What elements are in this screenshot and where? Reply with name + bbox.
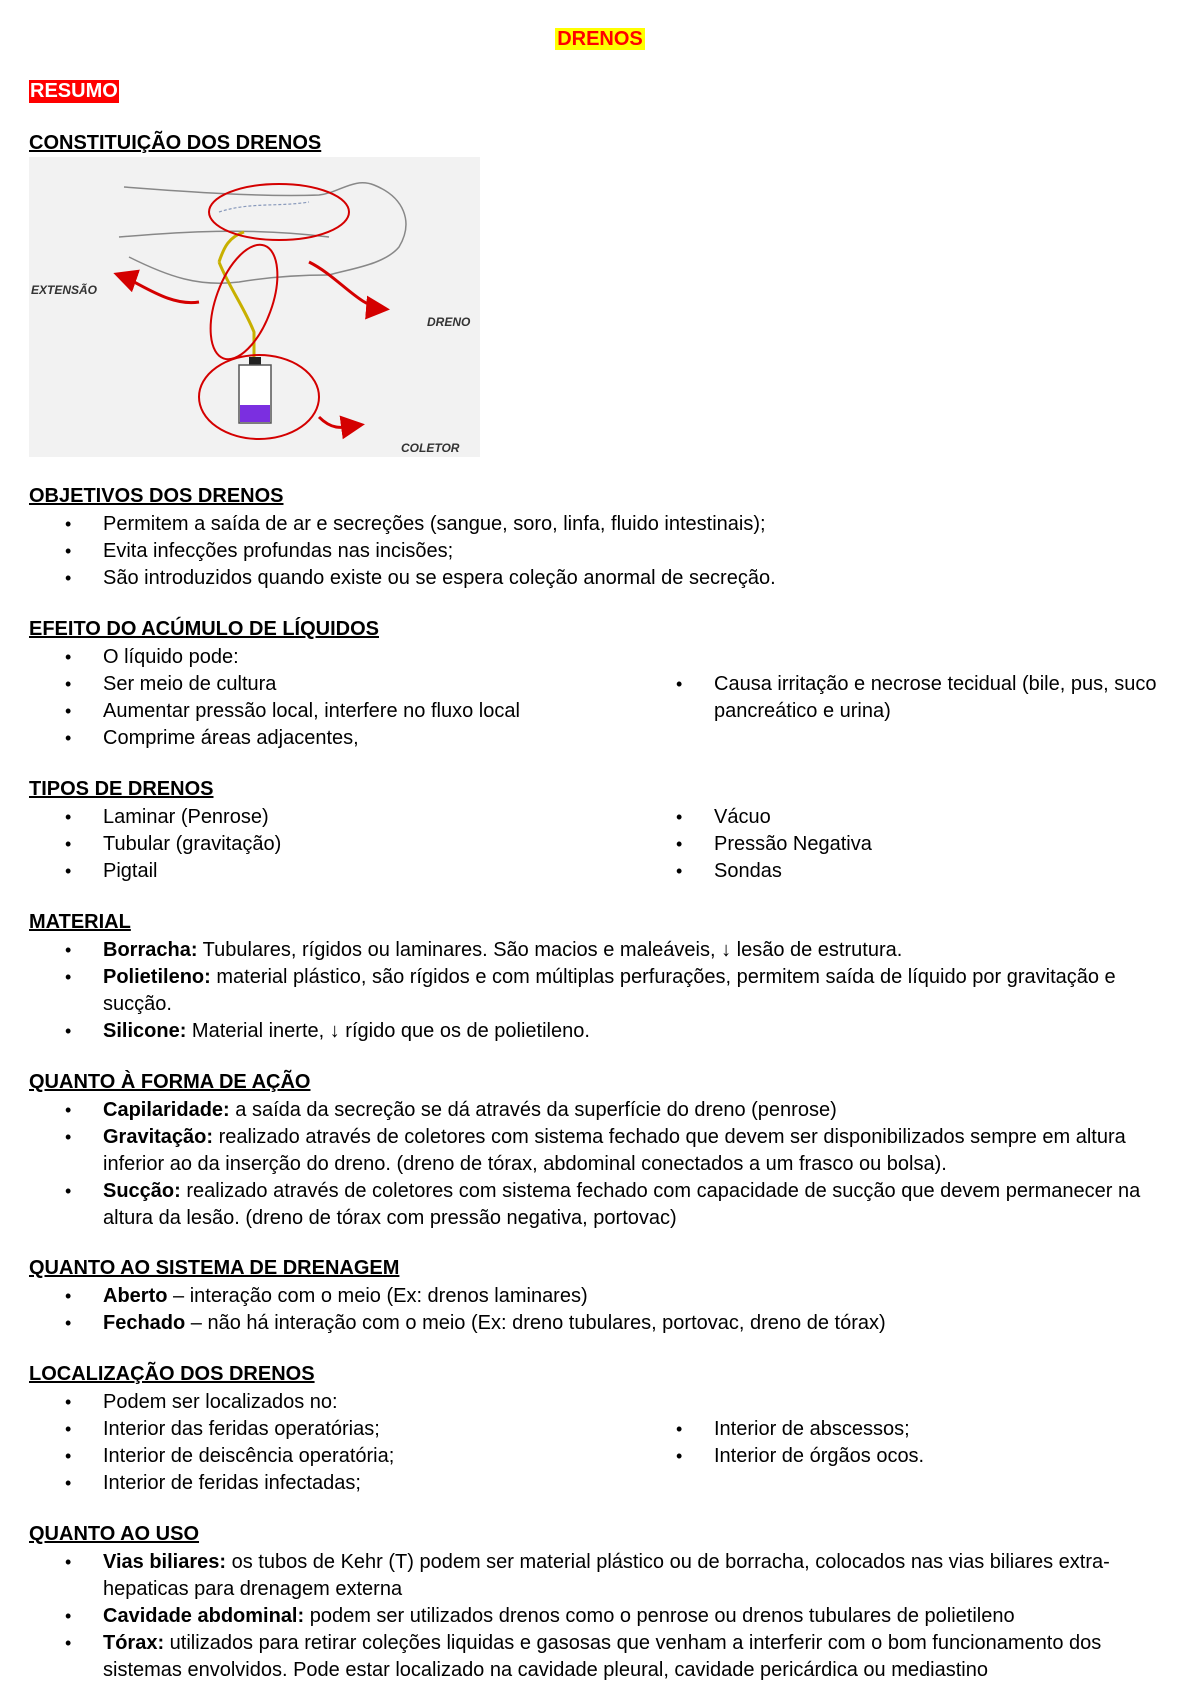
list-item-term: Aberto bbox=[103, 1285, 168, 1307]
list-item: • Interior das feridas operatórias; bbox=[103, 1416, 380, 1443]
figure-label-extensao: EXTENSÃO bbox=[31, 283, 98, 297]
list-item: • Interior de deiscência operatória; bbox=[103, 1443, 394, 1470]
heading-tipos: TIPOS DE DRENOS bbox=[29, 778, 214, 800]
list-item-term: Vias biliares: bbox=[103, 1551, 227, 1573]
figure-label-coletor: COLETOR bbox=[401, 441, 460, 455]
list-item: • Vácuo bbox=[714, 804, 771, 831]
list-item-text: – interação com o meio (Ex: drenos laminares) bbox=[167, 1285, 588, 1307]
list-item bbox=[103, 1603, 1178, 1630]
list-item-term: Cavidade abdominal: bbox=[103, 1605, 305, 1627]
list-item-term: Capilaridade: bbox=[103, 1099, 230, 1121]
list-item bbox=[103, 1124, 1178, 1178]
heading-forma-acao: QUANTO À FORMA DE AÇÃO bbox=[29, 1071, 311, 1093]
list-item-text: Tubulares, rígidos ou laminares. São macios e maleáveis, ↓ lesão de estrutura. bbox=[197, 939, 903, 961]
list-item-text: – não há interação com o meio (Ex: dreno tubulares, portovac, dreno de tórax) bbox=[185, 1312, 886, 1334]
heading-objetivos: OBJETIVOS DOS DRENOS bbox=[29, 485, 284, 507]
list-item: • Pressão Negativa bbox=[714, 831, 872, 858]
list-item-text: podem ser utilizados drenos como o penrose ou drenos tubulares de polietileno bbox=[304, 1605, 1015, 1627]
list-item: • Pigtail bbox=[103, 858, 157, 885]
heading-material: MATERIAL bbox=[29, 911, 131, 933]
list-item bbox=[103, 1097, 1178, 1124]
list-item: • Laminar (Penrose) bbox=[103, 804, 269, 831]
list-item bbox=[103, 937, 1178, 964]
list-item: • Evita infecções profundas nas incisões; bbox=[103, 538, 453, 565]
list-item-text: material plástico, são rígidos e com múltiplas perfurações, permitem saída de líquido por gravitação e sucção. bbox=[103, 966, 1116, 1015]
list-item-term: Borracha: bbox=[103, 939, 198, 961]
list-item-text: a saída da secreção se dá através da superfície do dreno (penrose) bbox=[229, 1099, 837, 1121]
list-item bbox=[103, 1310, 886, 1337]
list-item: • Interior de órgãos ocos. bbox=[714, 1443, 924, 1470]
list-item-term: Gravitação: bbox=[103, 1126, 214, 1148]
list-item-text: Material inerte, ↓ rígido que os de polietileno. bbox=[186, 1020, 590, 1042]
list-item bbox=[103, 1630, 1178, 1684]
list-item: • Interior de abscessos; bbox=[714, 1416, 910, 1443]
list-item-term: Sucção: bbox=[103, 1180, 181, 1202]
list-item: • Permitem a saída de ar e secreções (sangue, soro, linfa, fluido intestinais); bbox=[103, 511, 766, 538]
list-item: • Sondas bbox=[714, 858, 782, 885]
list-item: • Tubular (gravitação) bbox=[103, 831, 281, 858]
list-item-text: utilizados para retirar coleções liquidas e gasosas que venham a interferir com o bom funcionamento dos sistemas envolvidos. Pode estar localizado na cavidade pleural, cavidade pericárdica ou mediastino bbox=[103, 1632, 1102, 1681]
list-item-text: realizado através de coletores com sistema fechado que devem ser disponibilizados sempre em altura inferior ao da inserção do dreno. (dreno de tórax, abdominal conectados a um frasco ou bolsa). bbox=[103, 1126, 1126, 1175]
list-item bbox=[103, 1549, 1178, 1603]
figure-label-dreno: DRENO bbox=[427, 315, 471, 329]
list-item-text: realizado através de coletores com sistema fechado com capacidade de sucção que devem permanecer na altura da lesão. (dreno de tórax com pressão negativa, portovac) bbox=[103, 1180, 1141, 1229]
list-item: • São introduzidos quando existe ou se espera coleção anormal de secreção. bbox=[103, 565, 776, 592]
list-item: • O líquido pode: bbox=[103, 644, 239, 671]
list-item: • Comprime áreas adjacentes, bbox=[103, 725, 359, 752]
list-item bbox=[103, 964, 1178, 1018]
heading-efeito: EFEITO DO ACÚMULO DE LÍQUIDOS bbox=[29, 618, 380, 640]
list-item bbox=[103, 1018, 1178, 1045]
summary-tag: RESUMO bbox=[30, 80, 118, 102]
heading-localizacao: LOCALIZAÇÃO DOS DRENOS bbox=[29, 1363, 315, 1385]
list-item: • Causa irritação e necrose tecidual (bile, pus, suco pancreático e urina) bbox=[714, 671, 1174, 725]
list-item bbox=[103, 1178, 1178, 1232]
list-item-term: Polietileno: bbox=[103, 966, 211, 988]
list-item: • Podem ser localizados no: bbox=[103, 1389, 338, 1416]
heading-constituicao: CONSTITUIÇÃO DOS DRENOS bbox=[29, 132, 322, 154]
list-item: • Interior de feridas infectadas; bbox=[103, 1470, 361, 1497]
list-item-term: Fechado bbox=[103, 1312, 186, 1334]
list-item: • Ser meio de cultura bbox=[103, 671, 276, 698]
list-item: • Aumentar pressão local, interfere no fluxo local bbox=[103, 698, 520, 725]
list-item-text: os tubos de Kehr (T) podem ser material plástico ou de borracha, colocados nas vias biliares extra-hepaticas para drenagem externa bbox=[103, 1551, 1110, 1600]
list-item bbox=[103, 1283, 588, 1310]
drain-diagram bbox=[29, 157, 480, 457]
list-item-term: Silicone: bbox=[103, 1020, 187, 1042]
heading-uso: QUANTO AO USO bbox=[29, 1523, 200, 1545]
list-item-term: Tórax: bbox=[103, 1632, 165, 1654]
heading-sistema: QUANTO AO SISTEMA DE DRENAGEM bbox=[29, 1257, 400, 1279]
document-title: DRENOS bbox=[557, 28, 643, 50]
